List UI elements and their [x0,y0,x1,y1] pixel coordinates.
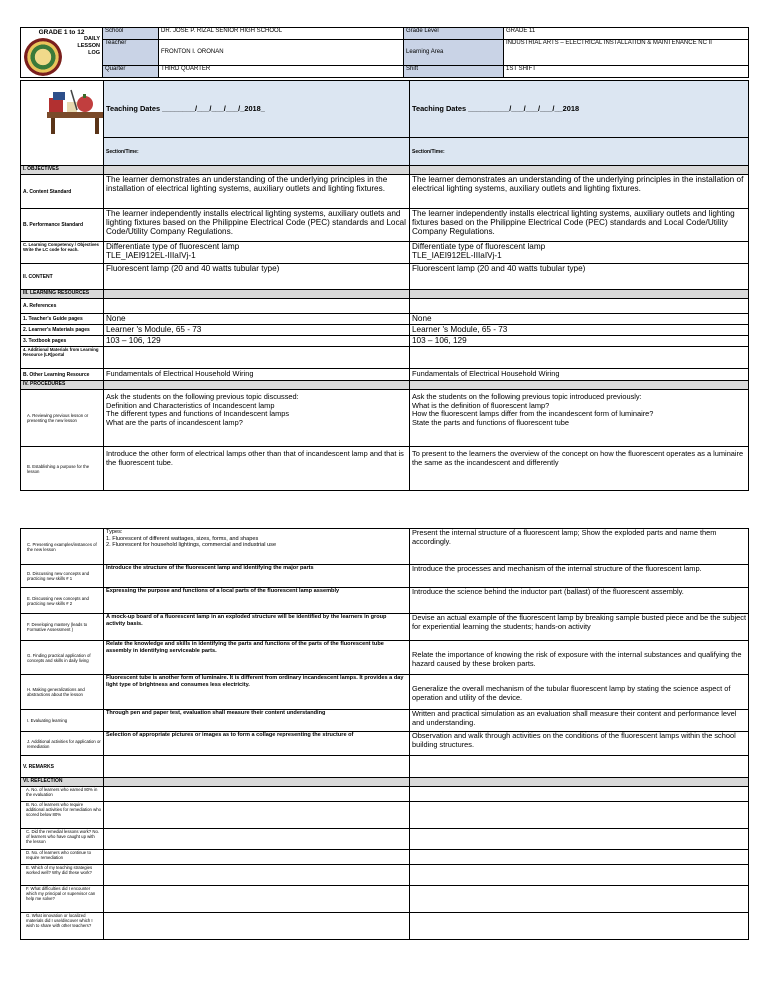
content-standard-1: The learner demonstrates an understanding of the underlying principles in the installation of electrical lighting systems, auxiliary outlets and lighting fixtures. [104,175,410,209]
tb-label: 3. Textbook pages [21,336,104,347]
competency-label: C. Learning Competency / Objectives [23,242,99,247]
other-resource-2: Fundamentals of Electrical Household Wiring [410,369,749,381]
discussing-1-1: Introduce the structure of the fluorescent lamp and identifying the major parts [104,565,410,588]
grade-level-label: Grade Level [404,28,504,40]
review-1-line-1: Ask the students on the following previous topic discussed: [106,392,299,401]
presenting-cell-1 [104,529,410,565]
learning-area-label: Learning Area [404,39,504,65]
remarks-label: V. REMARKS [21,756,104,778]
discussing-2-2: Introduce the science behind the inductor part (ballast) of the fluorescent assembly. [410,588,749,614]
reflection-item-e: E. Which of my teaching strategies worked well? Why did these work? [21,865,104,886]
presenting-label: C. Presenting examples/instances of the new lesson [21,529,104,565]
additional-activities-2: Observation and walk through activities on the conditions of the fluorescent lamps within the school building structures. [410,732,749,756]
lm-label: 2. Learner's Materials pages [21,325,104,336]
competency-sub: Write the LC code for each. [23,247,79,252]
grade-range: GRADE 1 to 12 [38,29,85,36]
discussing-1-label: D. Discussing new concepts and practicing new skills # 1 [21,565,104,588]
competency-code-1: TLE_IAEI912EL-IIIaIVj-1 [106,251,196,261]
tb-1: 103 – 106, 129 [104,336,410,347]
application-2: Relate the importance of knowing the risk of exposure with the internal substances and qualifying the hazard caused by these broken parts. [410,641,749,675]
additional-activities-label: J. Additional activities for application or remediation [21,732,104,756]
resources-heading: III. LEARNING RESOURCES [21,290,104,299]
teaching-dates-2: Teaching Dates __________/___/___/___/__2018 [410,81,749,138]
purpose-label: B. Establishing a purpose for the lesson [21,447,104,491]
evaluating-label: I. Evaluating learning [21,710,104,732]
other-resource-1: Fundamentals of Electrical Household Wiring [104,369,410,381]
purpose-2: To present to the learners the overview of the concept on how the fluorescent operates as a luminaire the same as the incandescent and differently [410,447,749,491]
presenting-2: Present the internal structure of a fluorescent lamp; Show the exploded parts and name them accordingly. [410,529,749,565]
evaluating-2: Written and practical simulation as an evaluation shall measure their content and performance level and understanding. [410,710,749,732]
teacher-value: FRONTON I. ORONAN [159,39,404,65]
lr-label: 4. Additional Materials from Learning Resource (LR)portal [21,347,104,369]
presenting-1-item-1: 1. Fluorescent of different wattages, sizes, forms, and shapes [106,535,259,542]
quarter-label: Quarter [103,66,159,78]
tb-2: 103 – 106, 129 [410,336,749,347]
learning-area-value: INDUSTRIAL ARTS – ELECTRICAL INSTALLATION & MAINTENANCE NC II [504,39,749,65]
content-label: II. CONTENT [21,264,104,290]
shift-label: Shift [404,66,504,78]
review-cell-2 [410,390,749,447]
content-1: Fluorescent lamp (20 and 40 watts tubular type) [104,264,410,290]
log-title-1: DAILY [84,36,100,42]
teacher-label: Teacher [103,39,159,65]
competency-label-cell [21,242,104,264]
tg-1: None [104,314,410,325]
lesson-plan-table-2 [20,528,749,940]
content-2: Fluorescent lamp (20 and 40 watts tubular type) [410,264,749,290]
reflection-item-a: A. No. of learners who earned 80% in the evaluation [21,787,104,802]
competency-2: Differentiate type of fluorescent lamp [412,242,546,251]
generalization-2: Generalize the overall mechanism of the tubular fluorescent lamp by stating the science aspect of operation and utility of the device. [410,675,749,710]
references-label: A. References [21,299,104,314]
header-table [20,27,749,78]
content-standard-2: The learner demonstrates an understanding of the underlying principles in the installation of electrical lighting systems, auxiliary outlets and lighting fixtures. [410,175,749,209]
school-label: School [103,28,159,40]
application-1: Relate the knowledge and skills in identifying the parts and functions of the parts of the fluorescent tube assembly in identifying serviceable parts. [104,641,410,675]
competency-cell-2 [410,242,749,264]
review-2-line-4: State the parts and functions of fluorescent tube [412,417,569,427]
discussing-2-label: E. Discussing new concepts and practicing new skills # 2 [21,588,104,614]
presenting-1-item-2: 2. Fluorescent for household lightings, commercial and industrial use [106,542,277,549]
competency-cell-1 [104,242,410,264]
discussing-1-2: Introduce the processes and mechanism of the internal structure of the fluorescent lamp. [410,565,749,588]
review-2-line-1: Ask the students on the following previous topic introduced previously: [412,392,642,401]
reflection-item-c: C. Did the remedial lessons work? No. of learners who have caught up with the lesson [21,829,104,850]
reflection-item-b: B. No. of learners who require additional activities for remediation who scored below 80% [21,802,104,829]
performance-standard-label: B. Performance Standard [21,209,104,242]
tg-label: 1. Teacher's Guide pages [21,314,104,325]
shift-value: 1ST SHIFT [504,66,749,78]
generalization-1: Fluorescent tube is another form of luminaire. It is different from ordinary incandescent lamps. It provides a day light type of brightness and consumes less electricity. [104,675,410,710]
procedures-heading: IV. PROCEDURES [21,381,104,390]
additional-activities-1: Selection of appropriate pictures or images as to form a collage representing the structure of [104,732,410,756]
reflection-item-f: F. What difficulties did I encounter which my principal or supervisor can help me solve? [21,886,104,913]
section-time-1: Section/Time: [104,138,410,166]
other-resource-label: B. Other Learning Resource [21,369,104,381]
quarter-value: THIRD QUARTER [159,66,404,78]
review-label: A. Reviewing previous lesson or presenting the new lesson [21,390,104,447]
grade-level-value: GRADE 11 [504,28,749,40]
illustration-cell [21,81,104,166]
teacher-desk-illustration-icon [43,84,104,136]
reflection-item-g: G. What innovation or localized materials did I use/discover which I wish to share with other teachers? [21,913,104,940]
presenting-1-title: Types: [106,529,123,535]
objectives-heading: I. OBJECTIVES [21,166,104,175]
lm-1: Learner 's Module, 65 - 73 [104,325,410,336]
competency-code-2: TLE_IAEI912EL-IIIaIVj-1 [412,251,502,261]
review-1-line-3: The different types and functions of Incandescent lamps [106,409,290,419]
review-1-line-4: What are the parts of incandescent lamp? [106,417,243,427]
competency-1: Differentiate type of fluorescent lamp [106,242,240,251]
review-cell-1 [104,390,410,447]
application-label: G. Finding practical application of concepts and skills in daily living [21,641,104,675]
mastery-1: A mock-up board of a fluorescent lamp in an exploded structure will be identified by the learners in group activity basis. [104,614,410,641]
generalization-label: H. Making generalizations and abstractions about the lesson [21,675,104,710]
performance-standard-2: The learner independently installs electrical lighting systems, auxiliary outlets and lighting fixtures based on the Philippine Electrical Code (PEC) standards and Local Code/Utility Company Regulations. [410,209,749,242]
discussing-2-1: Expressing the purpose and functions of a local parts of the fluorescent lamp assembly [104,588,410,614]
lesson-plan-table-1 [20,80,749,491]
teaching-dates-1: Teaching Dates ________/___/___/___/_2018_ [104,81,410,138]
review-2-line-3: How the fluorescent lamps differ from the incandescent form of luminaire? [412,409,654,419]
evaluating-1: Through pen and paper test, evaluation shall measure their content understanding [104,710,410,732]
log-title-2: LESSON [77,43,100,49]
mastery-2: Devise an actual example of the fluorescent lamp by breaking sample busted piece and be the subject for experiential learning the students; hands-on activity [410,614,749,641]
deped-seal-icon [24,38,62,76]
review-2-line-2: What is the definition of fluorescent lamp? [412,400,550,410]
performance-standard-1: The learner independently installs electrical lighting systems, auxiliary outlets and lighting fixtures based on the Philippine Electrical Code (PEC) standards and Local Code/Utility Company Regulations. [104,209,410,242]
purpose-1: Introduce the other form of electrical lamps other than that of incandescent lamp and that is the fluorescent tube. [104,447,410,491]
content-standard-label: A. Content Standard [21,175,104,209]
reflection-item-d: D. No. of learners who continue to require remediation [21,850,104,865]
tg-2: None [410,314,749,325]
section-time-2: Section/Time: [410,138,749,166]
lm-2: Learner 's Module, 65 - 73 [410,325,749,336]
school-value: DR. JOSE P. RIZAL SENIOR HIGH SCHOOL [159,28,404,40]
reflection-heading: VI. REFLECTION [21,778,104,787]
review-1-line-2: Definition and Characteristics of Incandescent lamp [106,400,275,410]
header-logo-cell [21,28,103,78]
mastery-label: F. Developing mastery (leads to Formative Assessment ) [21,614,104,641]
log-title-3: LOG [88,50,100,56]
